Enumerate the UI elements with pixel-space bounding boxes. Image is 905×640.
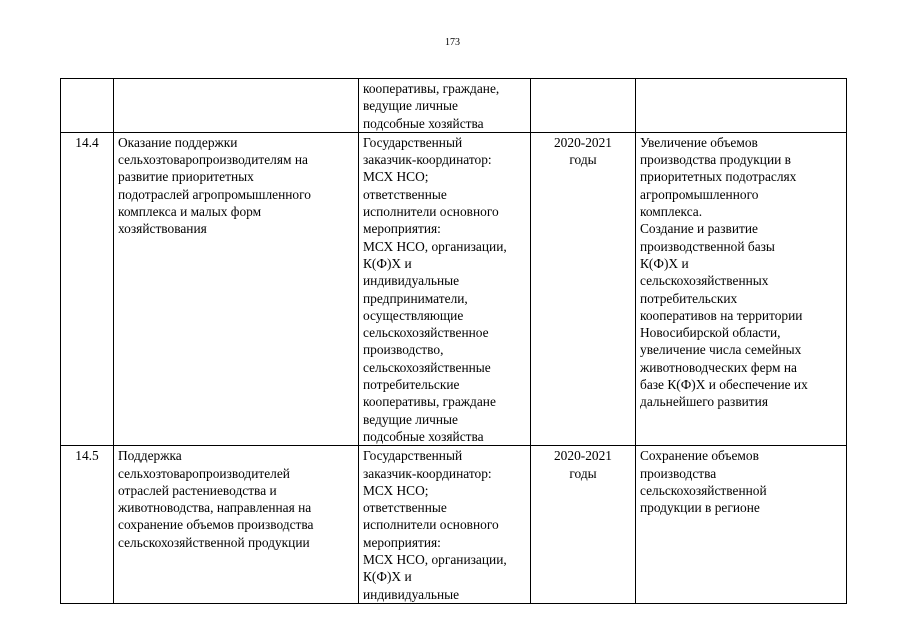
cell-text-line: К(Ф)Х и bbox=[640, 255, 689, 271]
measure-name-cell bbox=[114, 79, 359, 133]
cell-text-line: увеличение числа семейных bbox=[640, 342, 802, 358]
cell-text-line: годы bbox=[569, 465, 597, 481]
cell-text-line: сохранение объемов производства bbox=[118, 517, 314, 533]
cell-text-line: потребительские bbox=[363, 377, 460, 393]
cell-text-line: 2020-2021 bbox=[553, 134, 613, 150]
cell-text-line: приоритетных подотраслях bbox=[640, 169, 797, 185]
cell-text-line: МСХ НСО; bbox=[363, 169, 429, 185]
cell-text-line: Новосибирской области, bbox=[640, 325, 781, 341]
cell-text-line: Оказание поддержки bbox=[118, 134, 238, 150]
cell-text-line: Поддержка bbox=[118, 448, 182, 464]
cell-text-line: 2020-2021 bbox=[553, 448, 613, 464]
cell-text-line: К(Ф)Х и bbox=[363, 255, 412, 271]
period-cell bbox=[531, 446, 636, 604]
period-cell bbox=[531, 132, 636, 445]
cell-text-line: базе К(Ф)Х и обеспечение их bbox=[640, 377, 808, 393]
table-row bbox=[61, 79, 847, 133]
cell-text-line: предприниматели, bbox=[363, 290, 468, 306]
cell-text-line: кооперативы, граждане, bbox=[363, 81, 500, 96]
cell-text-line: мероприятия: bbox=[363, 221, 441, 237]
table-row bbox=[61, 446, 847, 604]
executors-cell bbox=[359, 132, 531, 445]
cell-text-line: исполнители основного bbox=[363, 517, 499, 533]
item-number-cell bbox=[61, 79, 114, 133]
cell-text-line: подсобные хозяйства bbox=[363, 115, 484, 131]
cell-text-line: сельскохозяйственное bbox=[363, 325, 489, 341]
cell-text-line: сельхозтоваропроизводителей bbox=[118, 465, 290, 481]
cell-text-line: подсобные хозяйства bbox=[363, 428, 484, 444]
cell-text-line: индивидуальные bbox=[363, 273, 460, 289]
cell-text: 14.5 bbox=[75, 448, 99, 464]
cell-text-line: сельскохозяйственной bbox=[640, 482, 767, 498]
cell-text-line: Увеличение объемов bbox=[640, 134, 758, 150]
item-number-cell bbox=[61, 132, 114, 445]
cell-text-line: МСХ НСО, организации, bbox=[363, 238, 507, 254]
cell-text-line: сельскохозяйственных bbox=[640, 273, 769, 289]
cell-text-line: производство, bbox=[363, 342, 444, 358]
cell-text-line: комплекса. bbox=[640, 204, 703, 220]
expected-result-cell bbox=[636, 79, 847, 133]
cell-text-line: исполнители основного bbox=[363, 204, 499, 220]
cell-text-line: хозяйствования bbox=[118, 221, 207, 237]
cell-text-line: производства продукции в bbox=[640, 152, 791, 168]
measures-table bbox=[60, 78, 847, 604]
cell-text-line: мероприятия: bbox=[363, 534, 441, 550]
cell-text-line: дальнейшего развития bbox=[640, 394, 768, 410]
cell-text-line: ответственные bbox=[363, 500, 447, 516]
cell-text-line: ответственные bbox=[363, 186, 447, 202]
executors-cell bbox=[359, 79, 531, 133]
cell-text-line: сельскохозяйственные bbox=[363, 359, 491, 375]
cell-text-line: сельхозтоваропроизводителям на bbox=[118, 152, 308, 168]
cell-text-line: заказчик-координатор: bbox=[363, 152, 492, 168]
expected-result-cell bbox=[636, 446, 847, 604]
cell-text-line: продукции в регионе bbox=[640, 500, 760, 516]
cell-text-line: отраслей растениеводства и bbox=[118, 482, 277, 498]
cell-text-line: агропромышленного bbox=[640, 186, 759, 202]
cell-text-line: сельскохозяйственной продукции bbox=[118, 534, 310, 550]
cell-text-line: ведущие личные bbox=[363, 411, 458, 427]
cell-text: 14.4 bbox=[75, 134, 99, 150]
cell-text-line: животноводства, направленная на bbox=[118, 500, 312, 516]
cell-text-line: кооперативы, граждане bbox=[363, 394, 496, 410]
cell-text-line: Сохранение объемов bbox=[640, 448, 759, 464]
cell-text-line: Государственный bbox=[363, 448, 463, 464]
cell-text-line: Создание и развитие bbox=[640, 221, 758, 237]
item-number-cell bbox=[61, 446, 114, 604]
cell-text-line: ведущие личные bbox=[363, 98, 458, 114]
cell-text-line: развитие приоритетных bbox=[118, 169, 254, 185]
cell-text-line: МСХ НСО, организации, bbox=[363, 552, 507, 568]
cell-text-line: животноводческих ферм на bbox=[640, 359, 797, 375]
cell-text-line: осуществляющие bbox=[363, 307, 464, 323]
cell-text-line: комплекса и малых форм bbox=[118, 204, 262, 220]
measure-name-cell bbox=[114, 446, 359, 604]
period-cell bbox=[531, 79, 636, 133]
expected-result-cell bbox=[636, 132, 847, 445]
measure-name-cell bbox=[114, 132, 359, 445]
page-number: 173 bbox=[445, 37, 460, 48]
cell-text-line: производства bbox=[640, 465, 717, 481]
cell-text-line: МСХ НСО; bbox=[363, 482, 429, 498]
cell-text-line: кооперативов на территории bbox=[640, 307, 803, 323]
cell-text-line: годы bbox=[569, 152, 597, 168]
cell-text-line: Государственный bbox=[363, 134, 463, 150]
cell-text-line: потребительских bbox=[640, 290, 738, 306]
cell-text-line: индивидуальные bbox=[363, 586, 460, 602]
cell-text-line: заказчик-координатор: bbox=[363, 465, 492, 481]
table-row bbox=[61, 132, 847, 445]
cell-text-line: производственной базы bbox=[640, 238, 775, 254]
cell-text-line: подотраслей агропромышленного bbox=[118, 186, 311, 202]
executors-cell bbox=[359, 446, 531, 604]
cell-text-line: К(Ф)Х и bbox=[363, 569, 412, 585]
